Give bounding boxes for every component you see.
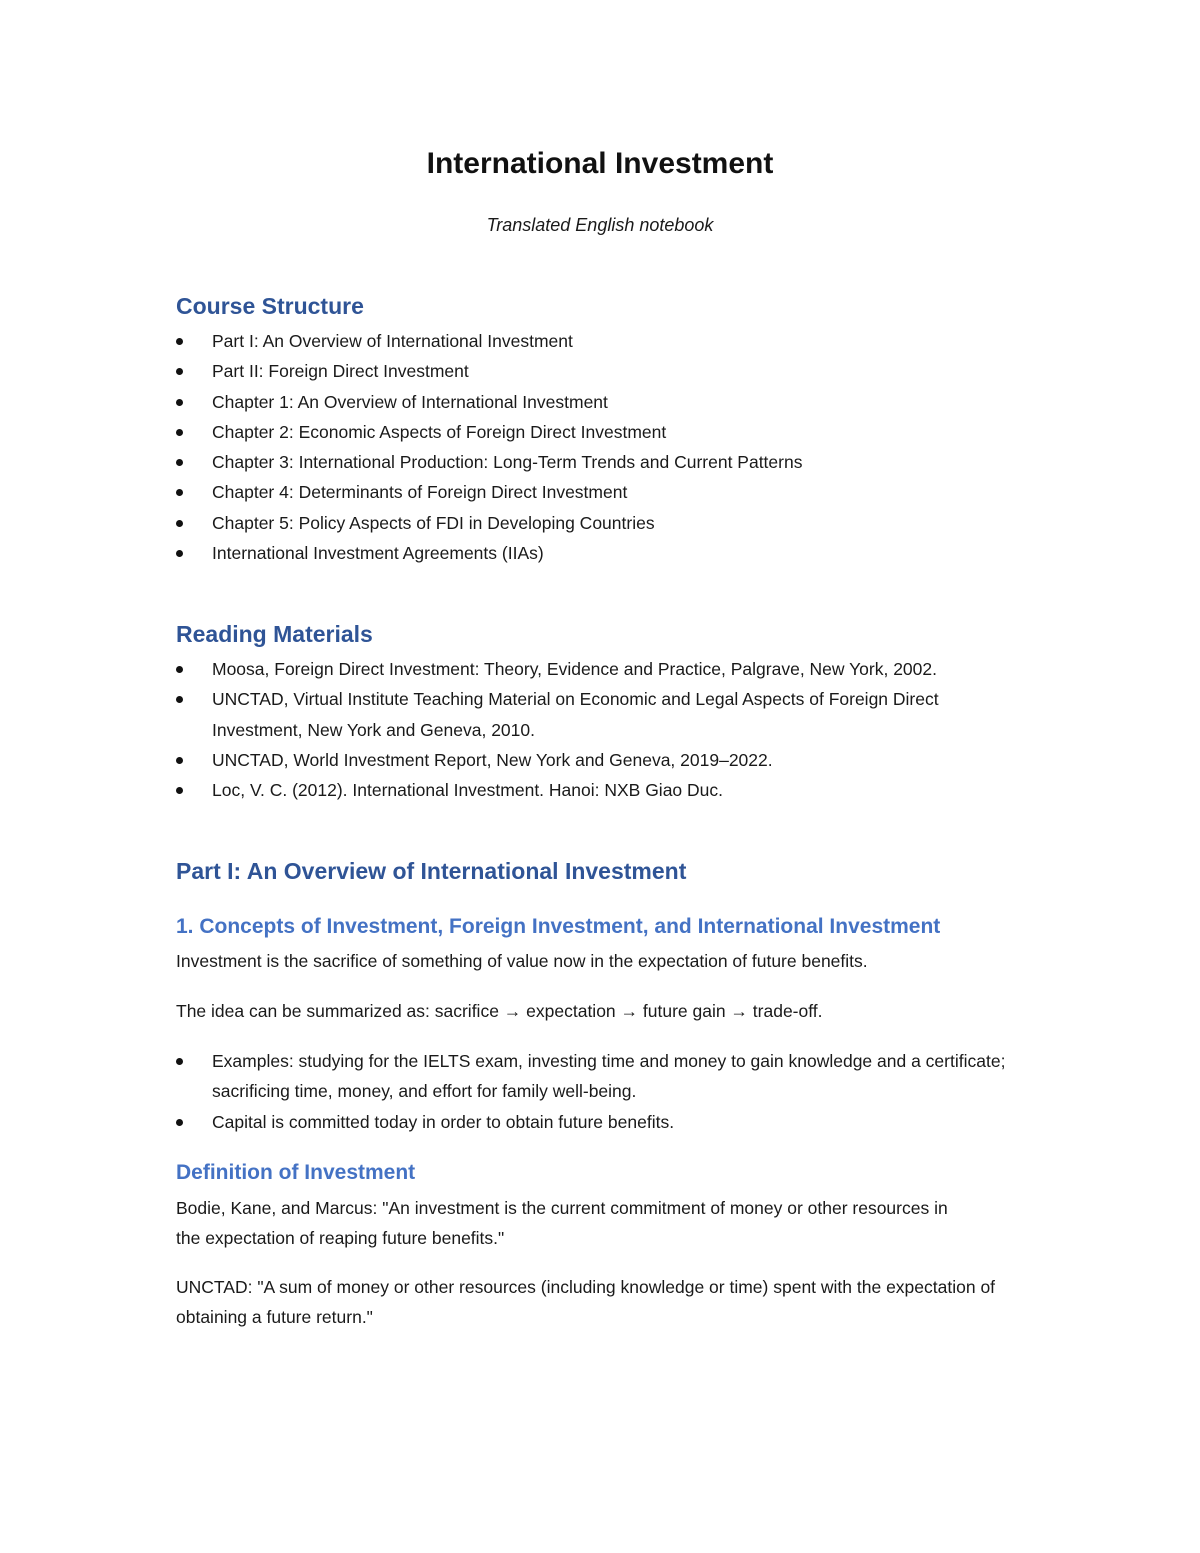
definition-paragraph-2: UNCTAD: "A sum of money or other resources (including knowledge or time) spent with the expectation of obtaining a future return." <box>176 1277 996 1328</box>
list-item <box>176 684 1026 745</box>
bullet-icon <box>176 757 183 764</box>
list-item-text: Part I: An Overview of International Investment <box>212 331 573 351</box>
list-item <box>176 654 1026 684</box>
bullet-icon <box>176 489 183 496</box>
list-item-text: UNCTAD, Virtual Institute Teaching Material on Economic and Legal Aspects of Foreign Direct Investment, New York and Geneva, 2010. <box>212 689 939 740</box>
bullet-icon <box>176 696 183 703</box>
list-item-text: UNCTAD, World Investment Report, New York and Geneva, 2019–2022. <box>212 749 773 770</box>
list-item-text: Chapter 3: International Production: Long-Term Trends and Current Patterns <box>212 452 803 473</box>
section1-heading: 1. Concepts of Investment, Foreign Investment, and International Investment <box>176 915 941 938</box>
definition-heading: Definition of Investment <box>176 1161 416 1184</box>
bullet-icon <box>176 1058 183 1065</box>
bullet-icon <box>176 338 183 345</box>
list-item-text: Loc, V. C. (2012). International Investment. Hanoi: NXB Giao Duc. <box>212 780 724 801</box>
reading-materials-heading: Reading Materials <box>176 621 373 647</box>
course-structure-heading: Course Structure <box>176 293 364 319</box>
list-item <box>176 745 1026 775</box>
bullet-icon <box>176 787 183 794</box>
list-item <box>176 1046 1026 1107</box>
list-item <box>176 356 1036 386</box>
list-item <box>176 417 1036 447</box>
list-item-text: Chapter 4: Determinants of Foreign Direct Investment <box>212 482 628 503</box>
bullet-icon <box>176 666 183 673</box>
list-item <box>176 775 1026 805</box>
list-item-text: Moosa, Foreign Direct Investment: Theory, Evidence and Practice, Palgrave, New York, 2002. <box>212 659 937 679</box>
list-item <box>176 387 1036 417</box>
list-item-text: Examples: studying for the IELTS exam, investing time and money to gain knowledge and a certificate; sacrificing time, money, and effort for family well-being. <box>212 1051 1006 1102</box>
list-item-text: Chapter 1: An Overview of International Investment <box>212 391 608 412</box>
bullet-icon <box>176 550 183 557</box>
part1-heading: Part I: An Overview of International Investment <box>176 858 687 884</box>
reading-materials-list <box>176 654 1026 805</box>
document-title: International Investment <box>426 147 774 180</box>
list-item <box>176 447 1036 477</box>
list-item-text: Part II: Foreign Direct Investment <box>212 361 469 382</box>
definition-paragraph-1: Bodie, Kane, and Marcus: "An investment is the current commitment of money or other resources in the expectation of reaping future benefits." <box>176 1198 948 1249</box>
list-item-text: Chapter 2: Economic Aspects of Foreign Direct Investment <box>212 421 667 442</box>
list-item <box>176 538 1036 568</box>
section1-paragraph-2: The idea can be summarized as: sacrifice → expectation → future gain → trade-off. <box>176 1001 823 1021</box>
list-item <box>176 477 1036 507</box>
bullet-icon <box>176 459 183 466</box>
list-item-text: Chapter 5: Policy Aspects of FDI in Developing Countries <box>212 512 655 533</box>
bullet-icon <box>176 1119 183 1126</box>
section1-paragraph-1: Investment is the sacrifice of something of value now in the expectation of future benefits. <box>176 951 868 971</box>
list-item <box>176 508 1036 538</box>
bullet-icon <box>176 520 183 527</box>
course-structure-list <box>176 326 1036 568</box>
bullet-icon <box>176 399 183 406</box>
document-subtitle: Translated English notebook <box>486 215 714 235</box>
bullet-icon <box>176 368 183 375</box>
list-item-text: International Investment Agreements (IIAs) <box>212 543 544 564</box>
section1-list <box>176 1046 1026 1137</box>
list-item <box>176 1107 1026 1137</box>
list-item <box>176 326 1036 356</box>
list-item-text: Capital is committed today in order to obtain future benefits. <box>212 1111 675 1132</box>
bullet-icon <box>176 429 183 436</box>
